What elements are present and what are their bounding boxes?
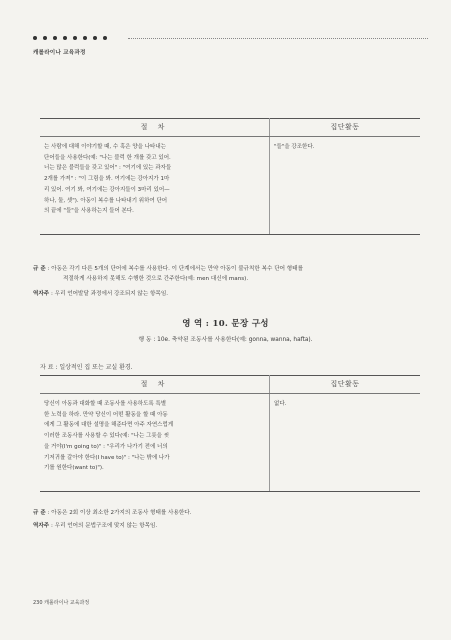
table-row	[40, 394, 420, 492]
criterion-note-1	[33, 264, 438, 284]
procedure-table-2	[40, 375, 420, 492]
table-row	[40, 137, 420, 235]
procedure-line: 기를 원한다(want to)").	[44, 465, 104, 472]
translator-label: 역자주	[33, 291, 50, 297]
translator-text: : 우리 언어의 문법구조에 맞지 않는 항목임.	[51, 523, 158, 529]
running-head: 캐롤라이나 교육과정	[33, 50, 86, 56]
criterion-text: : 아동은 2회 이상 최소한 2가지의 조동사 형태를 사용한다.	[47, 510, 192, 516]
procedure-line: 2개를 가져" : "이 그림을 봐. 여기에는 강아지가 1마	[44, 176, 170, 183]
header-dotted-rule	[128, 38, 428, 39]
criterion-label: 규 준	[33, 266, 46, 272]
procedure-line: 는 사람에 대해 이야기할 때, 수 혹은 양을 나타내는	[44, 144, 166, 150]
procedure-line: 기저귀를 갈아야 한다(I have to)" : "나는 밖에 나가	[44, 454, 170, 461]
column-header-group-activity: 집단활동	[270, 119, 421, 137]
translator-note-1	[33, 289, 168, 299]
table-header-row	[40, 376, 420, 394]
procedure-cell	[40, 394, 270, 492]
bullet-dot	[103, 36, 107, 40]
procedure-line: 한 노력을 하라. 만약 당신이 어떤 활동을 할 때 아동	[44, 411, 168, 418]
column-header-group-activity: 집단활동	[270, 376, 421, 394]
criterion-label: 규 준	[33, 510, 46, 516]
procedure-line: 리 있어. 여기 봐, 여기에는 강아지들이 3마리 있어—	[44, 186, 170, 193]
bullet-dot	[33, 36, 37, 40]
procedure-table-1	[40, 118, 420, 235]
group-activity-cell: 없다.	[270, 394, 421, 492]
section-title: 영 역 : 10. 문장 구성	[182, 319, 269, 329]
procedure-line: 이러한 조동사를 사용할 수 있다(예: "나는 그릇을 씻	[44, 433, 170, 440]
table-header-row	[40, 119, 420, 137]
materials-line: 자 료 : 일상적인 집 또는 교실 환경.	[40, 364, 133, 371]
procedure-line: 당신이 아동과 대화할 때 조동사를 사용하도록 특별	[44, 401, 167, 407]
procedure-line: 을 거야(I'm going to)" : "우리가 나가기 전에 너의	[44, 443, 168, 450]
translator-text: : 우리 언어발달 과정에서 강조되지 않는 항목임.	[51, 291, 168, 297]
page-number: 230	[33, 600, 43, 606]
criterion-text: : 아동은 각기 다른 5개의 단어에 복수를 사용한다. 이 단계에서는 만약 아동이 불규칙한 복수 단어 형태를	[47, 266, 303, 272]
bullet-dot	[83, 36, 87, 40]
bullet-dot	[93, 36, 97, 40]
bullet-dot	[73, 36, 77, 40]
bullet-dot	[53, 36, 57, 40]
procedure-line: 너는 많은 블럭들을 갖고 있어" : "여기에 있는 과자들	[44, 165, 172, 172]
header-dots	[33, 36, 107, 40]
translator-note-2	[33, 521, 157, 531]
behavior-line: 행 동 : 10e. 축약된 조동사를 사용한다(예: gonna, wanna, hafta).	[138, 337, 313, 343]
column-header-procedure: 절 차	[40, 376, 270, 394]
group-activity-cell: "들"을 강조한다.	[270, 137, 421, 235]
criterion-text-continued: 적절하게 사용하지 못해도 수행한 것으로 간주한다(예: men 대신에 mans).	[63, 276, 249, 282]
page-footer	[33, 599, 89, 606]
procedure-line: 에게 그 활동에 대한 설명을 해준다면 아주 자연스럽게	[44, 422, 174, 429]
procedure-line: 의 끝에 "들"을 사용하는지 들어 본다.	[44, 208, 134, 215]
column-header-procedure: 절 차	[40, 119, 270, 137]
footer-title: 캐롤라이나 교육과정	[44, 600, 90, 606]
procedure-line: 단어들을 사용한다(예: "나는 블럭 한 개를 갖고 있어.	[44, 154, 171, 161]
criterion-note-2	[33, 508, 191, 518]
procedure-cell	[40, 137, 270, 235]
bullet-dot	[63, 36, 67, 40]
translator-label: 역자주	[33, 523, 50, 529]
bullet-dot	[43, 36, 47, 40]
procedure-line: 하나, 둘, 셋"). 아동이 복수를 나타내기 위하여 단어	[44, 197, 168, 204]
